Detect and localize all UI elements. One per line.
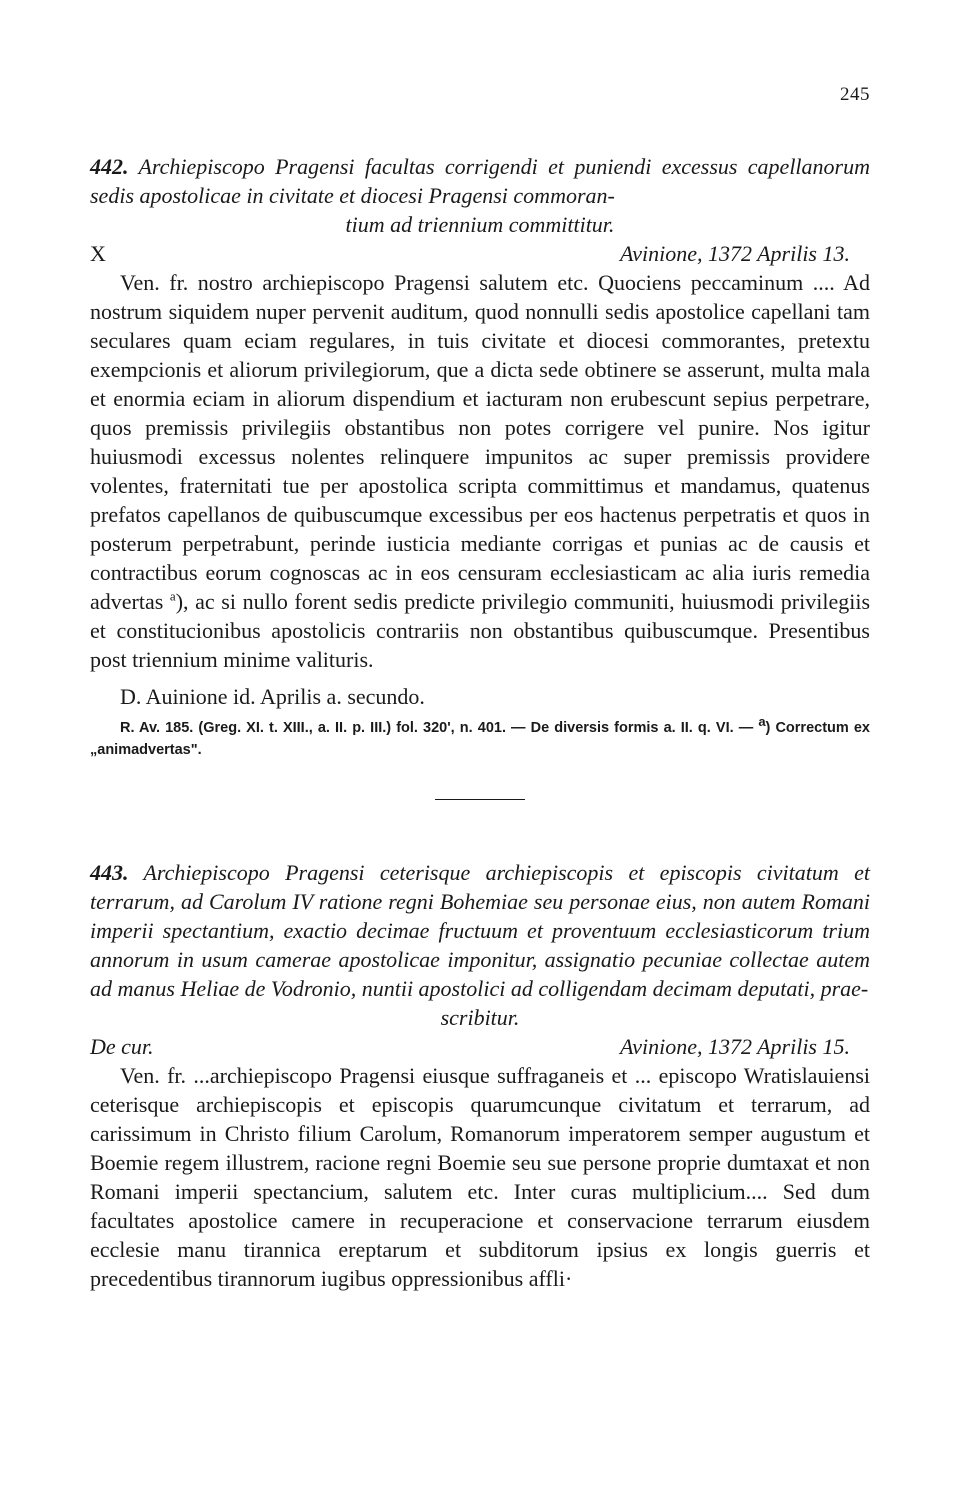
entry-443-date-place: Avinione, 1372 Aprilis 15. [620,1034,850,1059]
page-number: 245 [840,84,870,105]
entry-443-dateline [90,1032,870,1061]
section-divider [435,799,525,800]
entry-442-source-mark: X [90,241,106,266]
entry-442-source-note-part-1: R. Av. 185. (Greg. XI. t. XIII., a. II. p. III.) fol. 320', n. 401. — De diversis formis a. II. q. VI. — [120,720,759,736]
entry-443-summary [90,858,870,1003]
entry-442-body-part-1: Ven. fr. nostro archiepiscopo Pragensi salutem etc. Quociens peccaminum .... Ad nostrum siquidem nuper pervenit auditum, quod nonnulli sedis apostolice capellani tam seculares quam eciam regulares, in tuis civitate et diocesi commorantes, pretextu exempcionis et aliorum privilegiorum, que a dicta sede obtinere se asserunt, multa mala et enormia eciam in aliorum dispendium et iacturam non erubescunt sepius perpetrare, quos premissis privilegiis obstantibus non potes corrigere vel punire. Nos igitur huiusmodi excessus nolentes relinquere impunitos ac super premissis providere volentes, fraternitati tue per apostolica scripta committimus et mandamus, quatenus prefatos capellanos de quibuscumque excessibus per eos hactenus perpetratis et quos in posterum perpetrabunt, perinde iusticia mediante corrigas et punias ac de causis et contractibus eorum cognoscas ac in eos censuram ecclesiasticam ac alia iuris remedia advertas [90,270,870,614]
entry-443-summary-text: Archiepiscopo Pragensi ceterisque archiepiscopis et episcopis civitatum et terrarum, ad Carolum IV ratione regni Bohemiae seu personae eius, non autem Romani imperii spectantium, exactio decimae fructuum et proventuum ecclesiasticorum trium annorum in usum camerae apostolicae imponitur, assignatio pecuniae collectae autem ad manus Heliae de Vodronio, nuntii apostolici ad colligendam decimam deputati, prae- [90,860,870,1001]
entry-443 [90,858,870,1293]
entry-443-body: Ven. fr. ...archiepiscopo Pragensi eiusque suffraganeis et ... episcopo Wratislauiensi ceterisque archiepiscopis et episcopis quarumcunque civitatum et terrarum, ad carissimum in Christo filium Carolum, Romanorum imperatorem semper augustum et Boemie regem illustrem, racione regni Boemie seu sue persone proprie dumtaxat et non Romani imperii spectancium, salutem etc. Inter curas multiplicium.... Sed dum facultates apostolice camere in recuperacione et conservacione terrarum eiusdem ecclesie manu tirannica ereptarum et subditorum ipsius ex longis guerris et precedentibus tirannorum iugibus oppressionibus affli· [90,1063,870,1291]
document-page [90,80,870,1293]
entry-442-body [90,268,870,674]
entry-442-date-place: Avinione, 1372 Aprilis 13. [620,241,850,266]
entry-442-source-note-marker: a [758,714,766,730]
entry-442-summary-text: Archiepiscopo Pragensi facultas corrigendi et puniendi excessus capellanorum sedis apostolicae in civitate et diocesi Pragensi commoran- [90,154,870,208]
entry-442 [90,152,870,761]
entry-442-body-part-2: ), ac si nullo forent sedis predicte privilegio communiti, huiusmodi privilegiis et constitucionibus apostolicis contrariis non obstantibus quibuscumque. Presentibus post triennium minime valituris. [90,589,871,672]
entry-442-number: 442. [90,154,129,179]
entry-442-closing: D. Auinione id. Aprilis a. secundo. [120,684,425,709]
entry-442-source-notes [90,714,870,761]
entry-442-note-marker: a [169,588,176,604]
entry-442-summary [90,152,870,210]
entry-442-dateline [90,239,870,268]
entry-443-summary-last-line: scribitur. [440,1005,520,1030]
entry-443-number: 443. [90,860,129,885]
entry-442-source-note-part-2: ) Correctum ex „animadvertas". [90,720,870,758]
entry-442-summary-last-line: tium ad triennium committitur. [345,212,615,237]
entry-443-source-mark: De cur. [90,1034,154,1059]
